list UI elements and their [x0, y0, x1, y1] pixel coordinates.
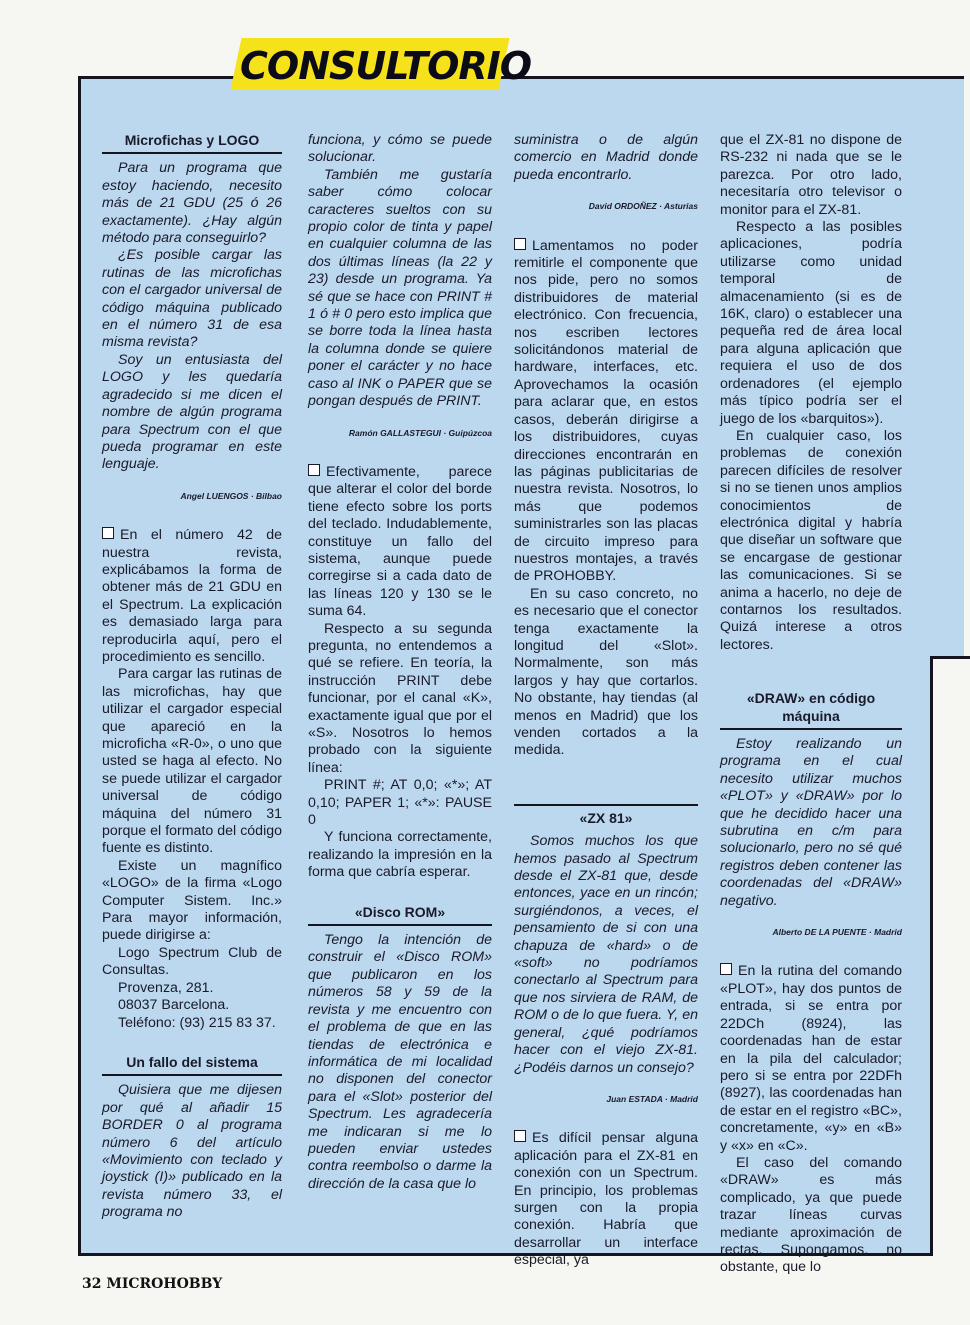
address-line: Provenza, 281. — [118, 979, 214, 996]
address-line: 08037 Barcelona. — [118, 997, 230, 1014]
page-footer — [82, 1276, 222, 1292]
answer-text: Y funciona correctamente, realizando la impresión en la forma que cabría esperar. — [308, 829, 492, 881]
address-line: Logo Spectrum Club de Consultas. — [102, 944, 282, 979]
signature: Alberto DE LA PUENTE · Madrid — [772, 927, 902, 938]
answer-text: En el número 42 de nuestra revista, explicábamos la forma de obtener más de 21 GDU en el Spectrum. La explicación es demasiado larga para reproducirla aquí, pero el procedimiento es sencillo. — [102, 527, 282, 665]
question-text: Somos muchos los que hemos pasado al Spectrum desde el ZX-81 que, desde entonces, yace en un rincón; surgiéndonos, a veces, el pensamiento de si con una chapuza de «hard» o de «soft» no podríamos conectarlo al Spectrum para que nos sirviera de RAM, de ROM o de lo que fuera. Y, en general, ¿qué podríamos hacer con el viejo ZX-81. ¿Podéis darnos un consejo? — [514, 833, 698, 1076]
code-line: PRINT #; AT 0,0; «*»; AT 0,10; PAPER 1; «*»: PAUSE 0 — [308, 777, 492, 829]
answer-text: Lamentamos no poder remitirle el componente que nos pide, pero no somos distribuidores de material electrónico. Con frecuencia, nos escriben lectores solicitándonos material de hardware, interfaces, etc. Aprovechamos la ocasión para aclarar que, en estos casos, deberán dirigirse a los distribuidores, cuyas direcciones encontrarán en las páginas publicitarias de nuestra revista. Nosotros, lo más que podemos suministrarles son las placas de circuito impreso para nuestros montajes, a través de PROHOBBY. — [514, 237, 698, 585]
answer-text: En su caso concreto, no es necesario que el conector tenga exactamente la longitud del «Slot». Normalmente, son más largos y hay que cortarlos. No obstante, hay tiendas (al menos en Madrid) que los venden cortados a la medida. — [514, 585, 698, 759]
answer-text: Existe un magnífico «LOGO» de la firma «Logo Computer Sistem. Inc.» Para mayor información, puede dirigirse a: — [102, 857, 282, 944]
magazine-name: MICROHOBBY — [106, 1276, 223, 1292]
column-4 — [720, 132, 902, 1277]
answer-text: Para cargar las rutinas de las microfichas, hay que utilizar el cargador especial que apareció en la microficha «R-0», o uno que usted se haga al efecto. No se puede utilizar el cargador universal de código máquina del número 31 porque el formato del código fuente es distinto. — [102, 666, 282, 857]
column-3 — [514, 132, 698, 1270]
question-text: Tengo la intención de construir el «Disco ROM» que publicaron en los números 58 y 59 de la revista y me encuentro con el problema de que en las tiendas de electrónica e informática de mi localidad no disponen del conector para el «Slot» posterior del Spectrum. Les agradecería me indicaran si me lo pueden enviar ustedes contra reembolso o darme la dirección de la casa que lo — [308, 932, 492, 1192]
heading-disco-rom: «Disco ROM» — [308, 904, 492, 926]
signature: David ORDOÑEZ · Asturias — [588, 201, 698, 212]
answer-text: Efectivamente, parece que alterar el color del borde tiene efecto sobre los ports del teclado. Indudablemente, constituye un fallo del sistema, aunque puede corregirse si a cada dato de las líneas 120 y 130 se le suma 64. — [308, 463, 492, 620]
answer-text: Respecto a las posibles aplicaciones, podría utilizarse como unidad temporal de almacenamiento (si es de 16K, claro) o establecer una pequeña red de área local para alguna aplicación que requiera el uso de dos ordenadores (el ejemplo más típico podría ser el juego de los «barquitos»). — [720, 219, 902, 427]
heading-zx81: «ZX 81» — [514, 804, 698, 827]
answer-box-icon — [514, 238, 526, 250]
answer-text: que el ZX-81 no dispone de RS-232 ni nada que se le parezca. Por otro lado, necesitaría otro televisor o monitor para el ZX-81. — [720, 132, 902, 218]
signature: Ramón GALLASTEGUI · Guipúzcoa — [348, 427, 492, 438]
page-number: 32 — [82, 1276, 102, 1292]
heading-draw: «DRAW» en código máquina — [720, 690, 902, 730]
column-1 — [102, 132, 282, 1222]
question-text: funciona, y cómo se puede solucionar. — [308, 132, 492, 166]
answer-box-icon — [720, 963, 732, 975]
answer-text: En cualquier caso, los problemas de conexión parecen difíciles de resolver si no se tienen unos amplios conocimientos de electrónica digital y habría que diseñar un software que se encargase de gestionar las comunicaciones. Si se anima a hacerlo, no deje de contarnos los resultados. Quizá interese a otros lectores. — [720, 427, 902, 653]
answer-text: El caso del comando «DRAW» es más complicado, ya que puede trazar líneas curvas mediante aproximación de rectas. Supongamos, no obstante, que lo — [720, 1154, 902, 1276]
question-text: Soy un entusiasta del LOGO y les quedaría agradecido si me dicen el nombre de algún programa para Spectrum con el que pueda programar en este lenguaje. — [102, 351, 282, 473]
column-2 — [308, 132, 492, 1193]
adjacent-page-edge — [930, 656, 970, 1256]
heading-microfichas: Microfichas y LOGO — [102, 132, 282, 154]
answer-box-icon — [514, 1130, 526, 1142]
question-text: Estoy realizando un programa en el cual necesito utilizar muchos «PLOT» y «DRAW» por lo que he decidido hacer una subrutina en c/m para solucionarlo, pero no sé qué registros deben contener las coordenadas del «DRAW» negativo. — [720, 736, 902, 909]
signature: Juan ESTADA · Madrid — [606, 1093, 698, 1104]
answer-box-icon — [102, 527, 114, 539]
answer-text: Respecto a su segunda pregunta, no entendemos a qué se refiere. En teoría, la instrucción PRINT debe funcionar, por el canal «K», exactamente igual que por el «S». Nosotros lo hemos probado con la siguiente línea: — [308, 620, 492, 776]
answer-box-icon — [308, 464, 320, 476]
question-text: Quisiera que me dijesen por qué al añadir 15 BORDER 0 al programa número 6 del artículo «Movimiento con teclado y joystick (I)» publicado en la revista número 33, el programa no — [102, 1082, 282, 1221]
heading-fallo-sistema: Un fallo del sistema — [102, 1054, 282, 1076]
question-text: suministra o de algún comercio en Madrid donde pueda encontrarlo. — [514, 132, 698, 183]
answer-text: Es difícil pensar alguna aplicación para el ZX-81 en conexión con un Spectrum. En principio, los problemas surgen con la propia conexión. Habría que desarrollar un interface especial, ya — [514, 1130, 698, 1269]
question-text: También me gustaría saber cómo colocar caracteres sueltos con su propio color de tinta y papel en cualquier columna de las dos últimas líneas (la 22 y 23) desde un programa. Ya sé que se hace con PRINT # 1 ó # 0 pero esto implica que se borre toda la línea hasta la columna donde se quiere poner el carácter y no hace caso al INK o PAPER que se pongan después de PRINT. — [308, 166, 492, 410]
section-title: CONSULTORIO — [240, 44, 532, 88]
question-text: ¿Es posible cargar las rutinas de las microfichas con el cargador universal de código máquina publicado en el número 31 de esa misma revista? — [102, 247, 282, 351]
address-line: Teléfono: (93) 215 83 37. — [118, 1014, 276, 1031]
signature: Angel LUENGOS · Bilbao — [180, 490, 282, 501]
question-text: Para un programa que estoy haciendo, necesito más de 21 GDU (25 ó 26 exactamente). ¿Hay algún método para conseguirlo? — [102, 160, 282, 247]
answer-text: En la rutina del comando «PLOT», hay dos puntos de entrada, si se entra por 22DCh (8924), las coordenadas han de estar en la pila del calculador; pero si se entra por 22DFh (8927), las coordenadas han de estar en el registro «BC», concretamente, «y» en «B» y «x» en «C». — [720, 963, 902, 1154]
